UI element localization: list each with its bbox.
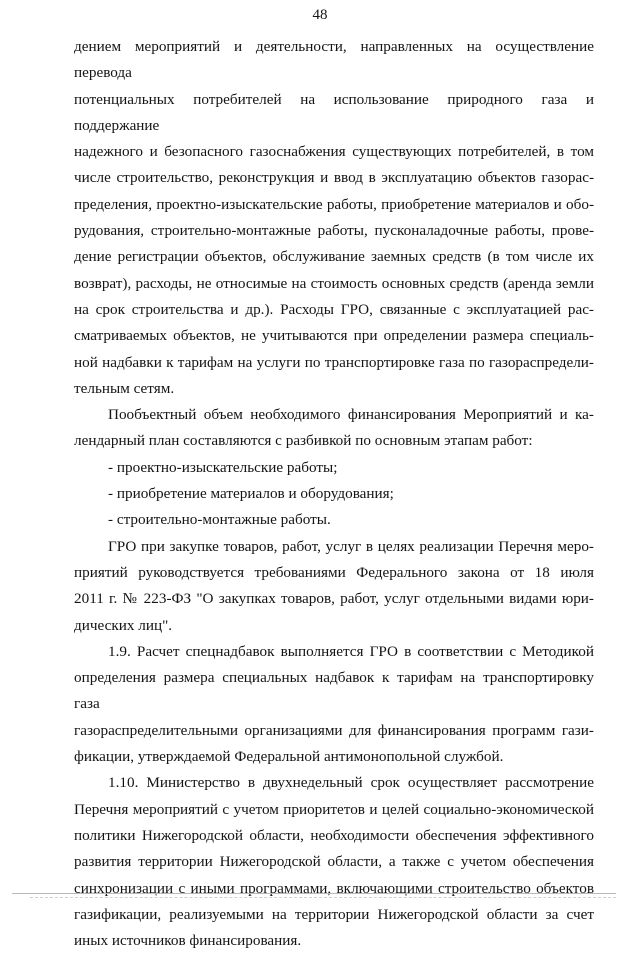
paragraph-line: Перечня мероприятий с учетом приоритетов и целей социально-экономической [74,800,594,818]
paragraph-line: определения размера специальных надбавок к тарифам на транспортировку газа [74,669,594,713]
list-item: - проектно-изыскательские работы; [108,458,338,476]
document-body [74,34,594,954]
page-number: 48 [312,7,328,23]
paragraph-line: ГРО при закупке товаров, работ, услуг в целях реализации Перечня меро- [108,537,594,555]
paragraph-line: 2011 г. № 223-ФЗ "О закупках товаров, работ, услуг отдельными видами юри- [74,590,594,608]
paragraph-line: возврат), расходы, не относимые на стоимость основных средств (аренда земли [74,274,594,292]
paragraph-line: газификации, реализуемыми на территории Нижегородской области за счет [74,905,594,923]
paragraph-line: на срок строительства и др.). Расходы ГРО, связанные с эксплуатацией рас- [74,300,594,318]
paragraph-line: развития территории Нижегородской области, а также с учетом обеспечения [74,853,594,871]
paragraph-line: синхронизации с иными программами, включающими строительство объектов [74,879,594,897]
scan-edge-line [12,893,616,894]
paragraph-line: рудования, строительно-монтажные работы, пусконаладочные работы, прове- [74,222,594,240]
paragraph-line: приятий руководствуется требованиями Федерального закона от 18 июля [74,563,594,581]
scan-edge-dashed-line [30,897,616,898]
paragraph-line: дением мероприятий и деятельности, направленных на осуществление перевода [74,38,594,82]
list-item: - строительно-монтажные работы. [108,511,331,529]
paragraph-line: дение регистрации объектов, обслуживание заемных средств (в том числе их [74,248,594,266]
paragraph-line: иных источников финансирования. [74,932,302,950]
paragraph-line: фикации, утверждаемой Федеральной антимонопольной службой. [74,748,504,766]
paragraph-line: надежного и безопасного газоснабжения существующих потребителей, в том [74,143,594,161]
paragraph-line: сматриваемых объектов, не учитываются при определении размера специаль- [74,327,594,345]
paragraph-line: потенциальных потребителей на использование природного газа и поддержание [74,90,594,134]
paragraph-line: лендарный план составляются с разбивкой по основным этапам работ: [74,432,533,450]
paragraph-line: тельным сетям. [74,379,175,397]
paragraph-line: пределения, проектно-изыскательские работы, приобретение материалов и обо- [74,195,594,213]
paragraph-line: числе строительство, реконструкция и ввод в эксплуатацию объектов газорас- [74,169,594,187]
list-item: - приобретение материалов и оборудования; [108,485,394,503]
paragraph-line: 1.10. Министерство в двухнедельный срок осуществляет рассмотрение [108,774,594,792]
paragraph-line: ной надбавки к тарифам на услуги по транспортировке газа по газораспредели- [74,353,594,371]
paragraph-line: Пообъектный объем необходимого финансирования Мероприятий и ка- [108,406,594,424]
paragraph-line: политики Нижегородской области, необходимости обеспечения эффективного [74,826,594,844]
paragraph-line: газораспределительными организациями для финансирования программ гази- [74,721,594,739]
paragraph-line: дических лиц". [74,616,173,634]
paragraph-line: 1.9. Расчет спецнадбавок выполняется ГРО в соответствии с Методикой [108,642,594,660]
